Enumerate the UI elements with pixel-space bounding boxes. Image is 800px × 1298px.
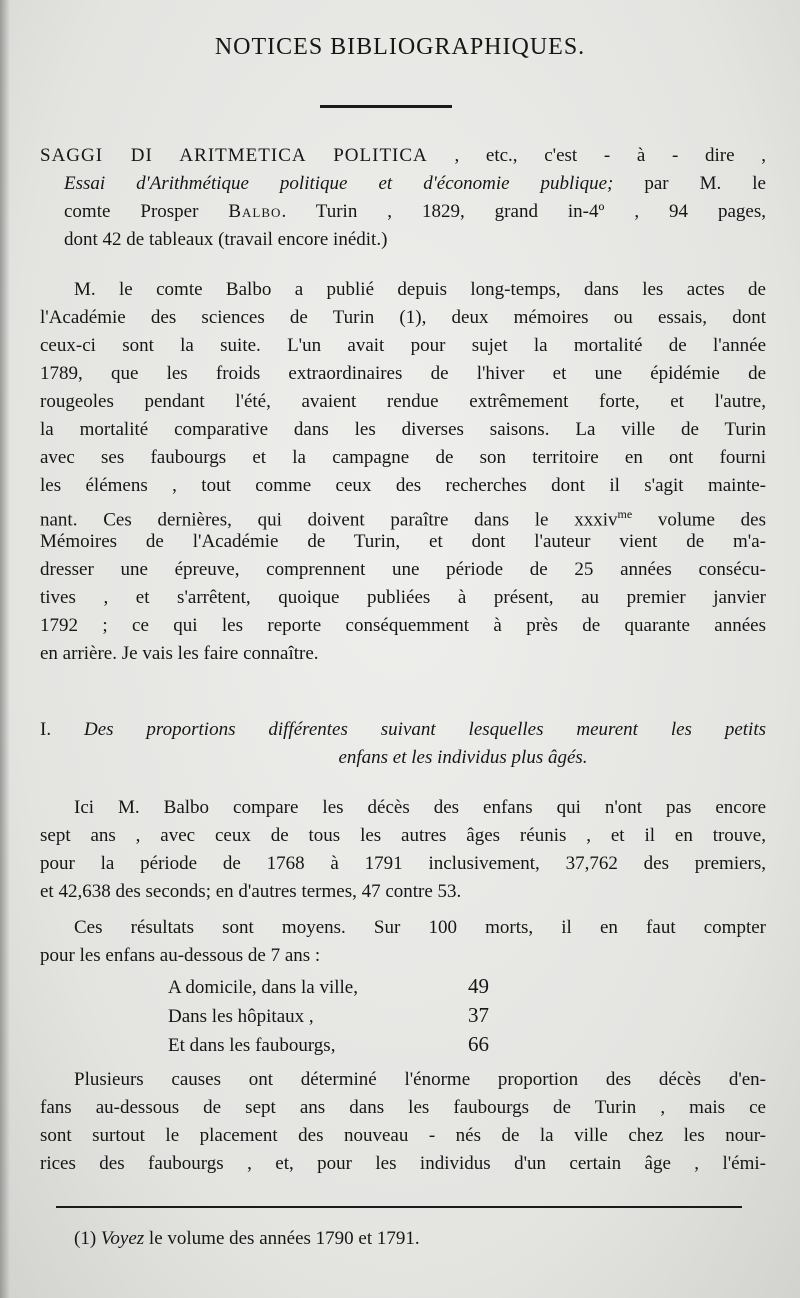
text-line: pour la période de 1768 à 1791 inclusivement, 37,762 des premiers, [40,853,766,874]
text-line: Ici M. Balbo compare les décès des enfans qui n'ont pas encore [74,797,766,818]
page-header: NOTICES BIBLIOGRAPHIQUES. [214,34,586,60]
citation-text: comte Prosper [64,201,229,222]
text-fragment: volume des [632,509,767,531]
footnote-marker: (1) [74,1228,97,1249]
citation-text: par M. le [613,173,766,194]
footnote-text: le volume des années 1790 et 1791. [144,1228,420,1249]
book-translated-title: Essai d'Arithmétique politique et d'économie publique; [64,173,614,194]
text-fragment: nant. Ces dernières, qui doivent paraître dans le xxxiv [40,509,618,531]
row-value: 37 [468,1003,489,1027]
footnote [74,1228,420,1250]
table-row [168,972,508,1001]
citation-text: . Turin , 1829, grand in-4º , 94 pages, [281,201,766,222]
text-line: avec ses faubourgs et la campagne de son territoire en ont fourni [40,447,766,468]
text-line: fans au-dessous de sept ans dans les faubourgs de Turin , mais ce [40,1097,766,1118]
footnote-rule [56,1206,742,1208]
paragraph-causes [40,1066,766,1178]
book-citation [40,142,766,254]
citation-text: , etc., c'est - à - dire , [427,145,767,166]
paragraph-comparison [40,794,766,906]
text-line: ceux-ci sont la suite. L'un avait pour sujet la mortalité de l'année [40,335,766,356]
book-title: SAGGI DI ARITMETICA POLITICA [40,145,428,166]
text-line: tives , et s'arrêtent, quoique publiées à présent, au premier janvier [40,587,766,608]
text-line: sont surtout le placement des nouveau - nés de la ville chez les nour- [40,1125,766,1146]
text-line [40,500,767,531]
citation-line-4: dont 42 de tableaux (travail encore inédit.) [64,229,388,250]
author-name: Balbo [228,201,282,222]
text-line: Mémoires de l'Académie de Turin, et dont l'auteur vient de m'a- [40,531,766,552]
text-line: rices des faubourgs , et, pour les individus d'un certain âge , l'émi- [40,1153,766,1174]
text-line: pour les enfans au-dessous de 7 ans : [40,945,321,966]
text-line: 1789, que les froids extraordinaires de l'hiver et une épidémie de [40,363,766,384]
text-line: M. le comte Balbo a publié depuis long-temps, dans les actes de [74,279,766,300]
paragraph-results [40,914,766,970]
text-line: Plusieurs causes ont déterminé l'énorme proportion des décès d'en- [74,1069,766,1090]
mortality-table [168,972,508,1059]
text-line: et 42,638 des seconds; en d'autres termes, 47 contre 53. [40,881,462,902]
text-line: sept ans , avec ceux de tous les autres âges réunis , et il en trouve, [40,825,766,846]
text-line: 1792 ; ce qui les reporte conséquemment à près de quarante années [40,615,766,636]
text-line: l'Académie des sciences de Turin (1), deux mémoires ou essais, dont [40,307,766,328]
text-line: dresser une épreuve, comprennent une période de 25 années consécu- [40,559,766,580]
citation-line-1 [40,142,766,170]
text-line: la mortalité comparative dans les diverses saisons. La ville de Turin [40,419,766,440]
section-heading [40,716,766,772]
text-line: en arrière. Je vais les faire connaître. [40,643,319,664]
row-value: 49 [468,974,489,998]
citation-line-3 [40,198,766,226]
row-label: A domicile, dans la ville, [168,977,358,998]
text-line: Ces résultats sont moyens. Sur 100 morts, il en faut compter [74,917,766,938]
superscript: me [617,507,633,521]
table-row [168,1001,508,1030]
footnote-italic: Voyez [100,1228,145,1249]
row-label: Dans les hôpitaux , [168,1006,314,1027]
citation-line-2 [40,170,766,198]
section-heading-line-2: enfans et les individus plus âgés. [338,747,588,768]
page-shadow-edge [0,0,10,1298]
section-heading-line-1 [40,716,766,744]
table-row [168,1030,508,1059]
row-label: Et dans les faubourgs, [168,1035,336,1056]
row-value: 66 [468,1032,489,1056]
section-title: Des proportions différentes suivant lesquelles meurent les petits [83,719,767,740]
section-number: I. [40,719,52,740]
text-line: rougeoles pendant l'été, avaient rendue extrêmement forte, et l'autre, [40,391,766,412]
text-line: les élémens , tout comme ceux des recherches dont il s'agit mainte- [40,475,766,496]
header-rule [320,105,452,108]
paragraph-intro [40,276,766,668]
